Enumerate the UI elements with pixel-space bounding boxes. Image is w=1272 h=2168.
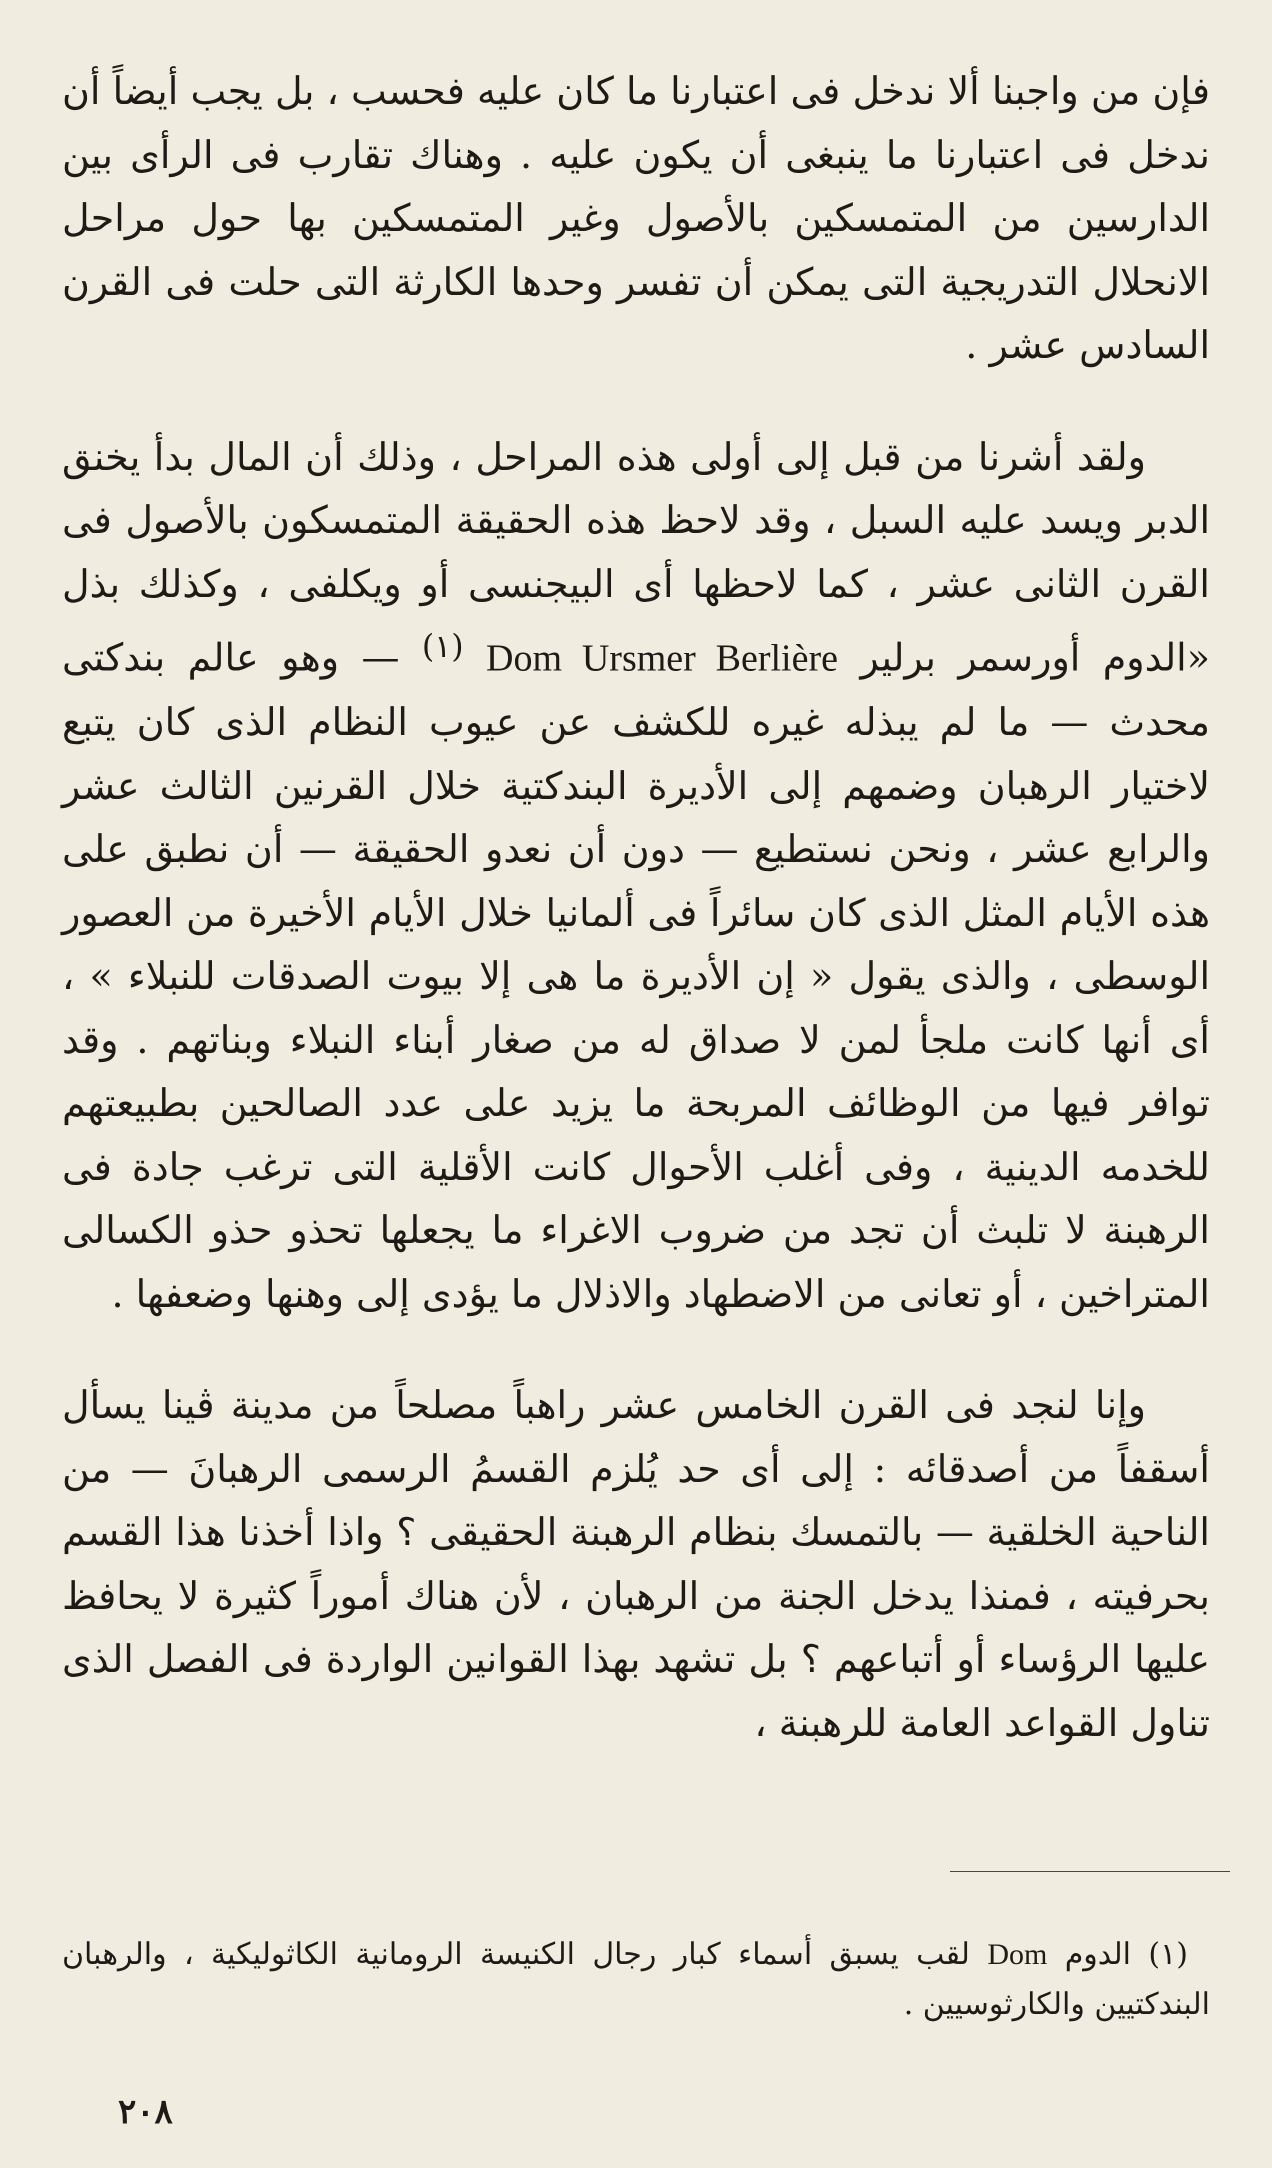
footnote-term: الدوم (1064, 1937, 1132, 1972)
paragraph-1 (62, 60, 1210, 378)
paragraph-1-line-4: الانحلال التدريجية التى يمكن أن تفسر وحدها الكارثة التى حلت فى القرن (62, 259, 1210, 304)
footnote-divider (950, 1871, 1230, 1872)
footnote-text: لقب يسبق أسماء كبار رجال الكنيسة الرومانية الكاثوليكية ، والرهبان البندكتيين والكارثوسيين . (62, 1937, 1210, 2022)
paragraph-3: وإنا لنجد فى القرن الخامس عشر راهباً مصلحاً من مدينة ڤينا يسأل أسقفاً من أصدقائه : إلى أى حد يُلزم القسمُ الرسمى الرهبانَ — من الناحية الخلقية — بالتمسك بنظام الرهبنة الحقيقى ؟ واذا أخذنا هذا القسم بحرفيته ، فمنذا يدخل الجنة من الرهبان ، لأن هناك أموراً كثيرة لا يحافظ عليها الرؤساء أو أتباعهم ؟ بل تشهد بهذا القوانين الواردة فى الفصل الذى تناول القواعد العامة للرهبنة ، (62, 1383, 1210, 1745)
paragraph-1-line-2: أن ندخل فى اعتبارنا ما ينبغى أن يكون عليه . وهناك تقارب فى الرأى (62, 69, 1210, 177)
paragraph-2 (62, 426, 1210, 1327)
latin-name-berliere: Dom Ursmer Berlière (486, 637, 838, 680)
paragraph-1-line-3: بين الدارسين من المتمسكين بالأصول وغير المتمسكين بها حول مراحل (62, 132, 1210, 240)
footnotes (62, 1930, 1210, 2030)
paragraph-1-line-5: السادس عشر . (965, 323, 1210, 367)
footnote-marker: (١) (1148, 1937, 1188, 1972)
footnote-latin-term: Dom (987, 1938, 1048, 1971)
main-text (62, 60, 1210, 1755)
page-number: ٢٠٨ (118, 2092, 173, 2132)
paragraph-1-line-1: فإن من واجبنا ألا ندخل فى اعتبارنا ما كان عليه فحسب ، بل يجب أيضاً (112, 69, 1210, 113)
paragraph-2-text-start: ولقد أشرنا من قبل إلى أولى هذه المراحل ، وذلك أن المال بدأ يخنق الدبر ويسد عليه السبل ، وقد لاحظ هذه الحقيقة المتمسكون بالأصول فى القرن الثانى عشر ، كما لاحظها أى البيجنسى أو ويكلفى ، وكذلك بذل «الدوم أورسمر برلير (62, 434, 1210, 680)
footnote-reference: (١) (421, 629, 464, 665)
footnote-1 (62, 1930, 1210, 2030)
paragraph-2-text-end: — وهو عالم بندكتى محدث — ما لم يبذله غيره للكشف عن عيوب النظام الذى كان يتبع لاختيار الرهبان وضمهم إلى الأديرة البندكتية خلال القرنين الثالث عشر والرابع عشر ، ونحن نستطيع — دون أن نعدو الحقيقة — أن نطبق على هذه الأيام المثل الذى كان سائراً فى ألمانيا خلال الأيام الأخيرة من العصور الوسطى ، والذى يقول « إن الأديرة ما هى إلا بيوت الصدقات للنبلاء » ، أى أنها كانت ملجأ لمن لا صداق له من صغار أبناء النبلاء وبناتهم . وقد توافر فيها من الوظائف المربحة ما يزيد على عدد الصالحين بطبيعتهم للخدمه الدينية ، وفى أغلب الأحوال كانت الأقلية التى ترغب جادة فى الرهبنة لا تلبث أن تجد من ضروب الاغراء ما يجعلها تحذو حذو الكسالى المتراخين ، أو تعانى من الاضطهاد والاذلال ما يؤدى إلى وهنها وضعفها . (62, 635, 1210, 1316)
